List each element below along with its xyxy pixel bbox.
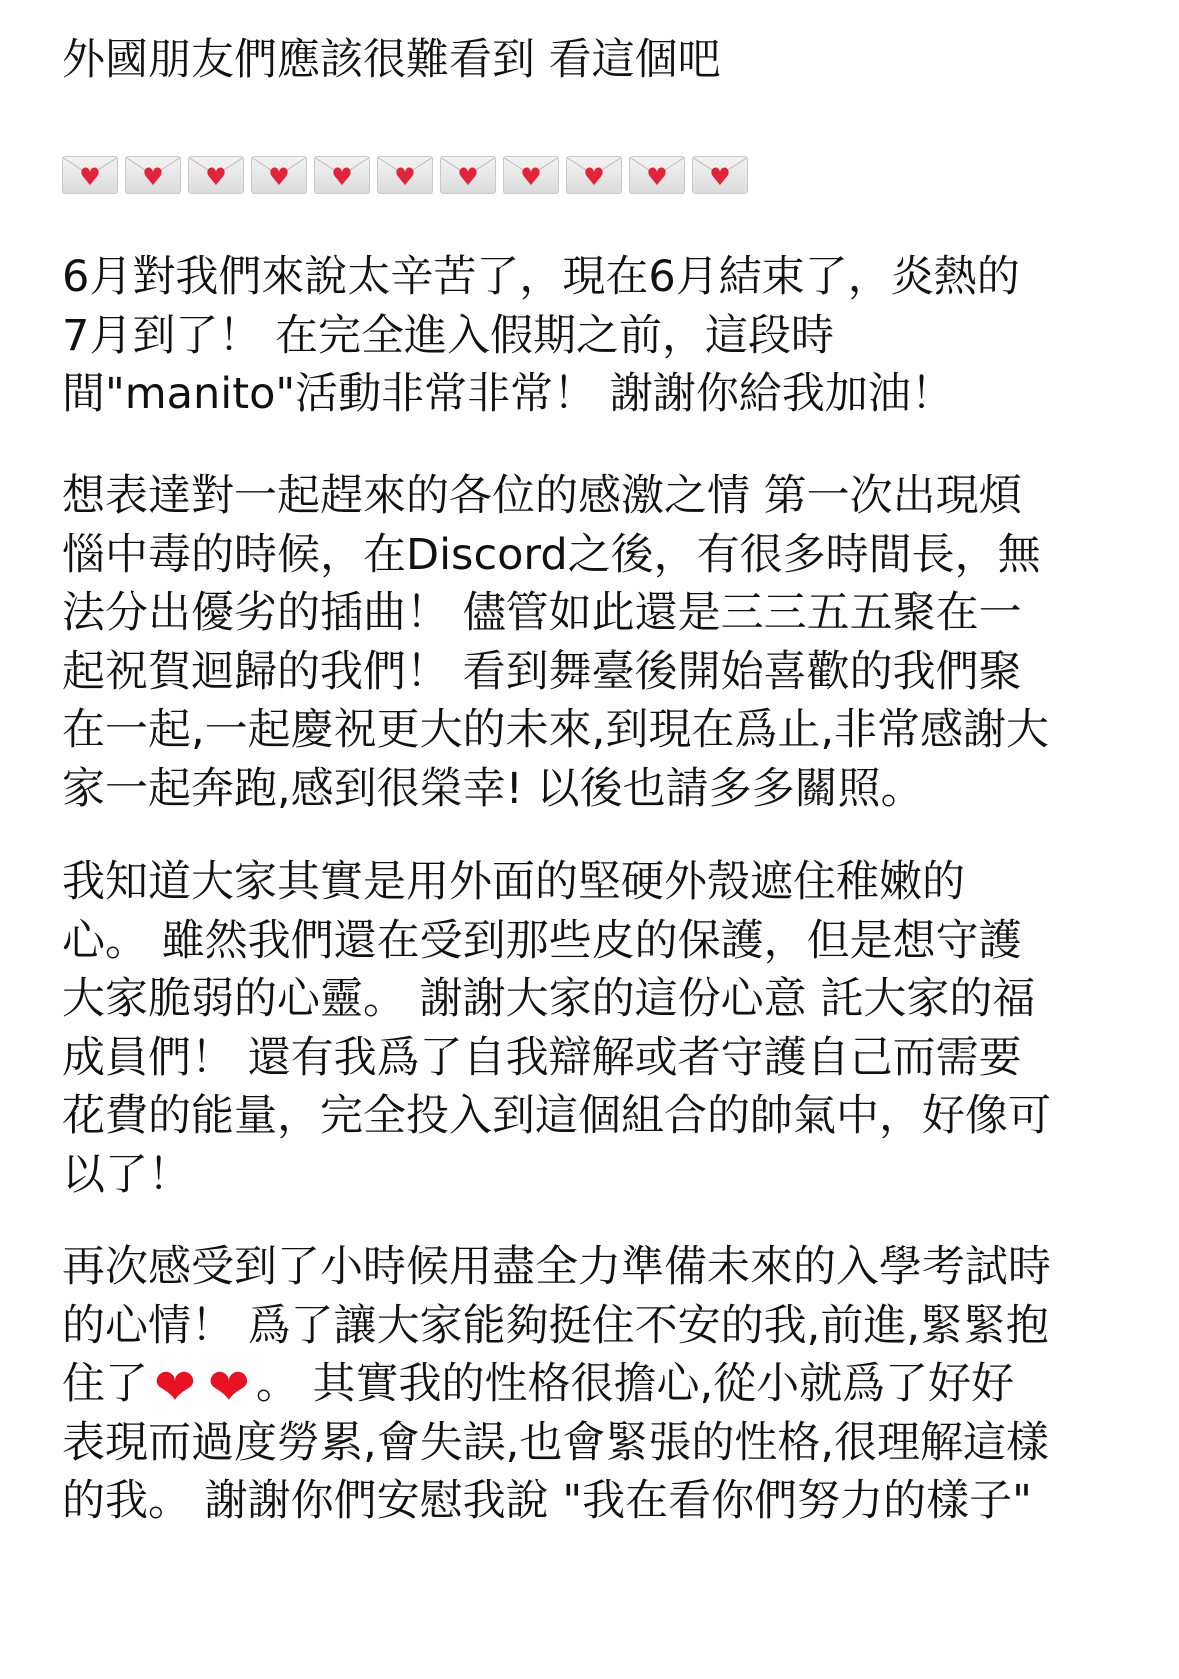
paragraph-line: 的我。 謝謝你們安慰我說 "我在看你們努力的樣子" <box>62 1476 1032 1526</box>
paragraph-line: 以了！ <box>62 1149 191 1200</box>
paragraph-line: 成員們！ 還有我爲了自我辯解或者守護自己而需要 <box>62 1032 1022 1083</box>
paragraph-line: 花費的能量，完全投入到這個組合的帥氣中，好像可 <box>62 1091 1051 1141</box>
paragraph-line: 間"manito"活動非常非常！ 謝謝你給我加油！ <box>62 369 954 419</box>
love-letter-icon: ♥ <box>692 156 748 194</box>
heart-line-after: 。 其實我的性格很擔心,從小就爲了好好 <box>255 1359 1015 1409</box>
paragraph-line: 法分出優劣的插曲！ 儘管如此還是三三五五聚在一 <box>62 588 1022 638</box>
paragraph-heart-line <box>62 1355 1051 1414</box>
love-letter-icon: ♥ <box>377 156 433 194</box>
paragraph-line: 在一起,一起慶祝更大的未來,到現在爲止,非常感謝大 <box>62 705 1050 755</box>
love-letter-icon: ♥ <box>503 156 559 194</box>
paragraph-line: 心。 雖然我們還在受到那些皮的保護，但是想守護 <box>62 915 1022 966</box>
red-heart-icon: ❤ <box>207 1358 250 1416</box>
paragraph-line: 再次感受到了小時候用盡全力準備未來的入學考試時 <box>62 1242 1051 1292</box>
paragraph-line: 6月對我們來說太辛苦了，現在6月結束了，炎熱的 <box>62 252 1020 302</box>
red-heart-icon: ❤ <box>154 1358 196 1416</box>
love-letter-icon: ♥ <box>440 156 496 194</box>
paragraph-line: 家一起奔跑,感到很榮幸! 以後也請多多關照。 <box>62 763 924 814</box>
paragraph-line: 我知道大家其實是用外面的堅硬外殼遮住稚嫩的 <box>62 857 965 907</box>
paragraph-line: 惱中毒的時候，在Discord之後，有很多時間長，無 <box>62 529 1041 580</box>
paragraph-line: 起祝賀迴歸的我們！ 看到舞臺後開始喜歡的我們聚 <box>62 646 1022 697</box>
paragraph-2 <box>62 467 1049 818</box>
love-letter-icon: ♥ <box>566 156 622 194</box>
paragraph-line: 表現而過度勞累,會失誤,也會緊張的性格,很理解這樣 <box>62 1417 1050 1468</box>
love-letter-icon: ♥ <box>62 156 118 194</box>
heart-line-before: 住了 <box>62 1359 148 1409</box>
post-title: 外國朋友們應該很難看到 看這個吧 <box>62 35 721 85</box>
love-letter-icon: ♥ <box>314 156 370 194</box>
paragraph-line: 7月到了！ 在完全進入假期之前，這段時 <box>62 310 835 361</box>
love-letter-icon: ♥ <box>188 156 244 194</box>
love-letter-icon: ♥ <box>629 156 685 194</box>
love-letter-icon: ♥ <box>125 156 181 194</box>
paragraph-line: 想表達對一起趕來的各位的感激之情 第一次出現煩 <box>62 471 1022 521</box>
envelope-row <box>62 156 748 194</box>
paragraph-1 <box>62 248 1020 424</box>
paragraph-line: 大家脆弱的心靈。 謝謝大家的這份心意 託大家的福 <box>62 974 1036 1024</box>
paragraph-line: 的心情！ 爲了讓大家能夠挺住不安的我,前進,緊緊抱 <box>62 1300 1050 1351</box>
paragraph-3 <box>62 853 1051 1204</box>
paragraph-4 <box>62 1238 1051 1531</box>
love-letter-icon: ♥ <box>251 156 307 194</box>
